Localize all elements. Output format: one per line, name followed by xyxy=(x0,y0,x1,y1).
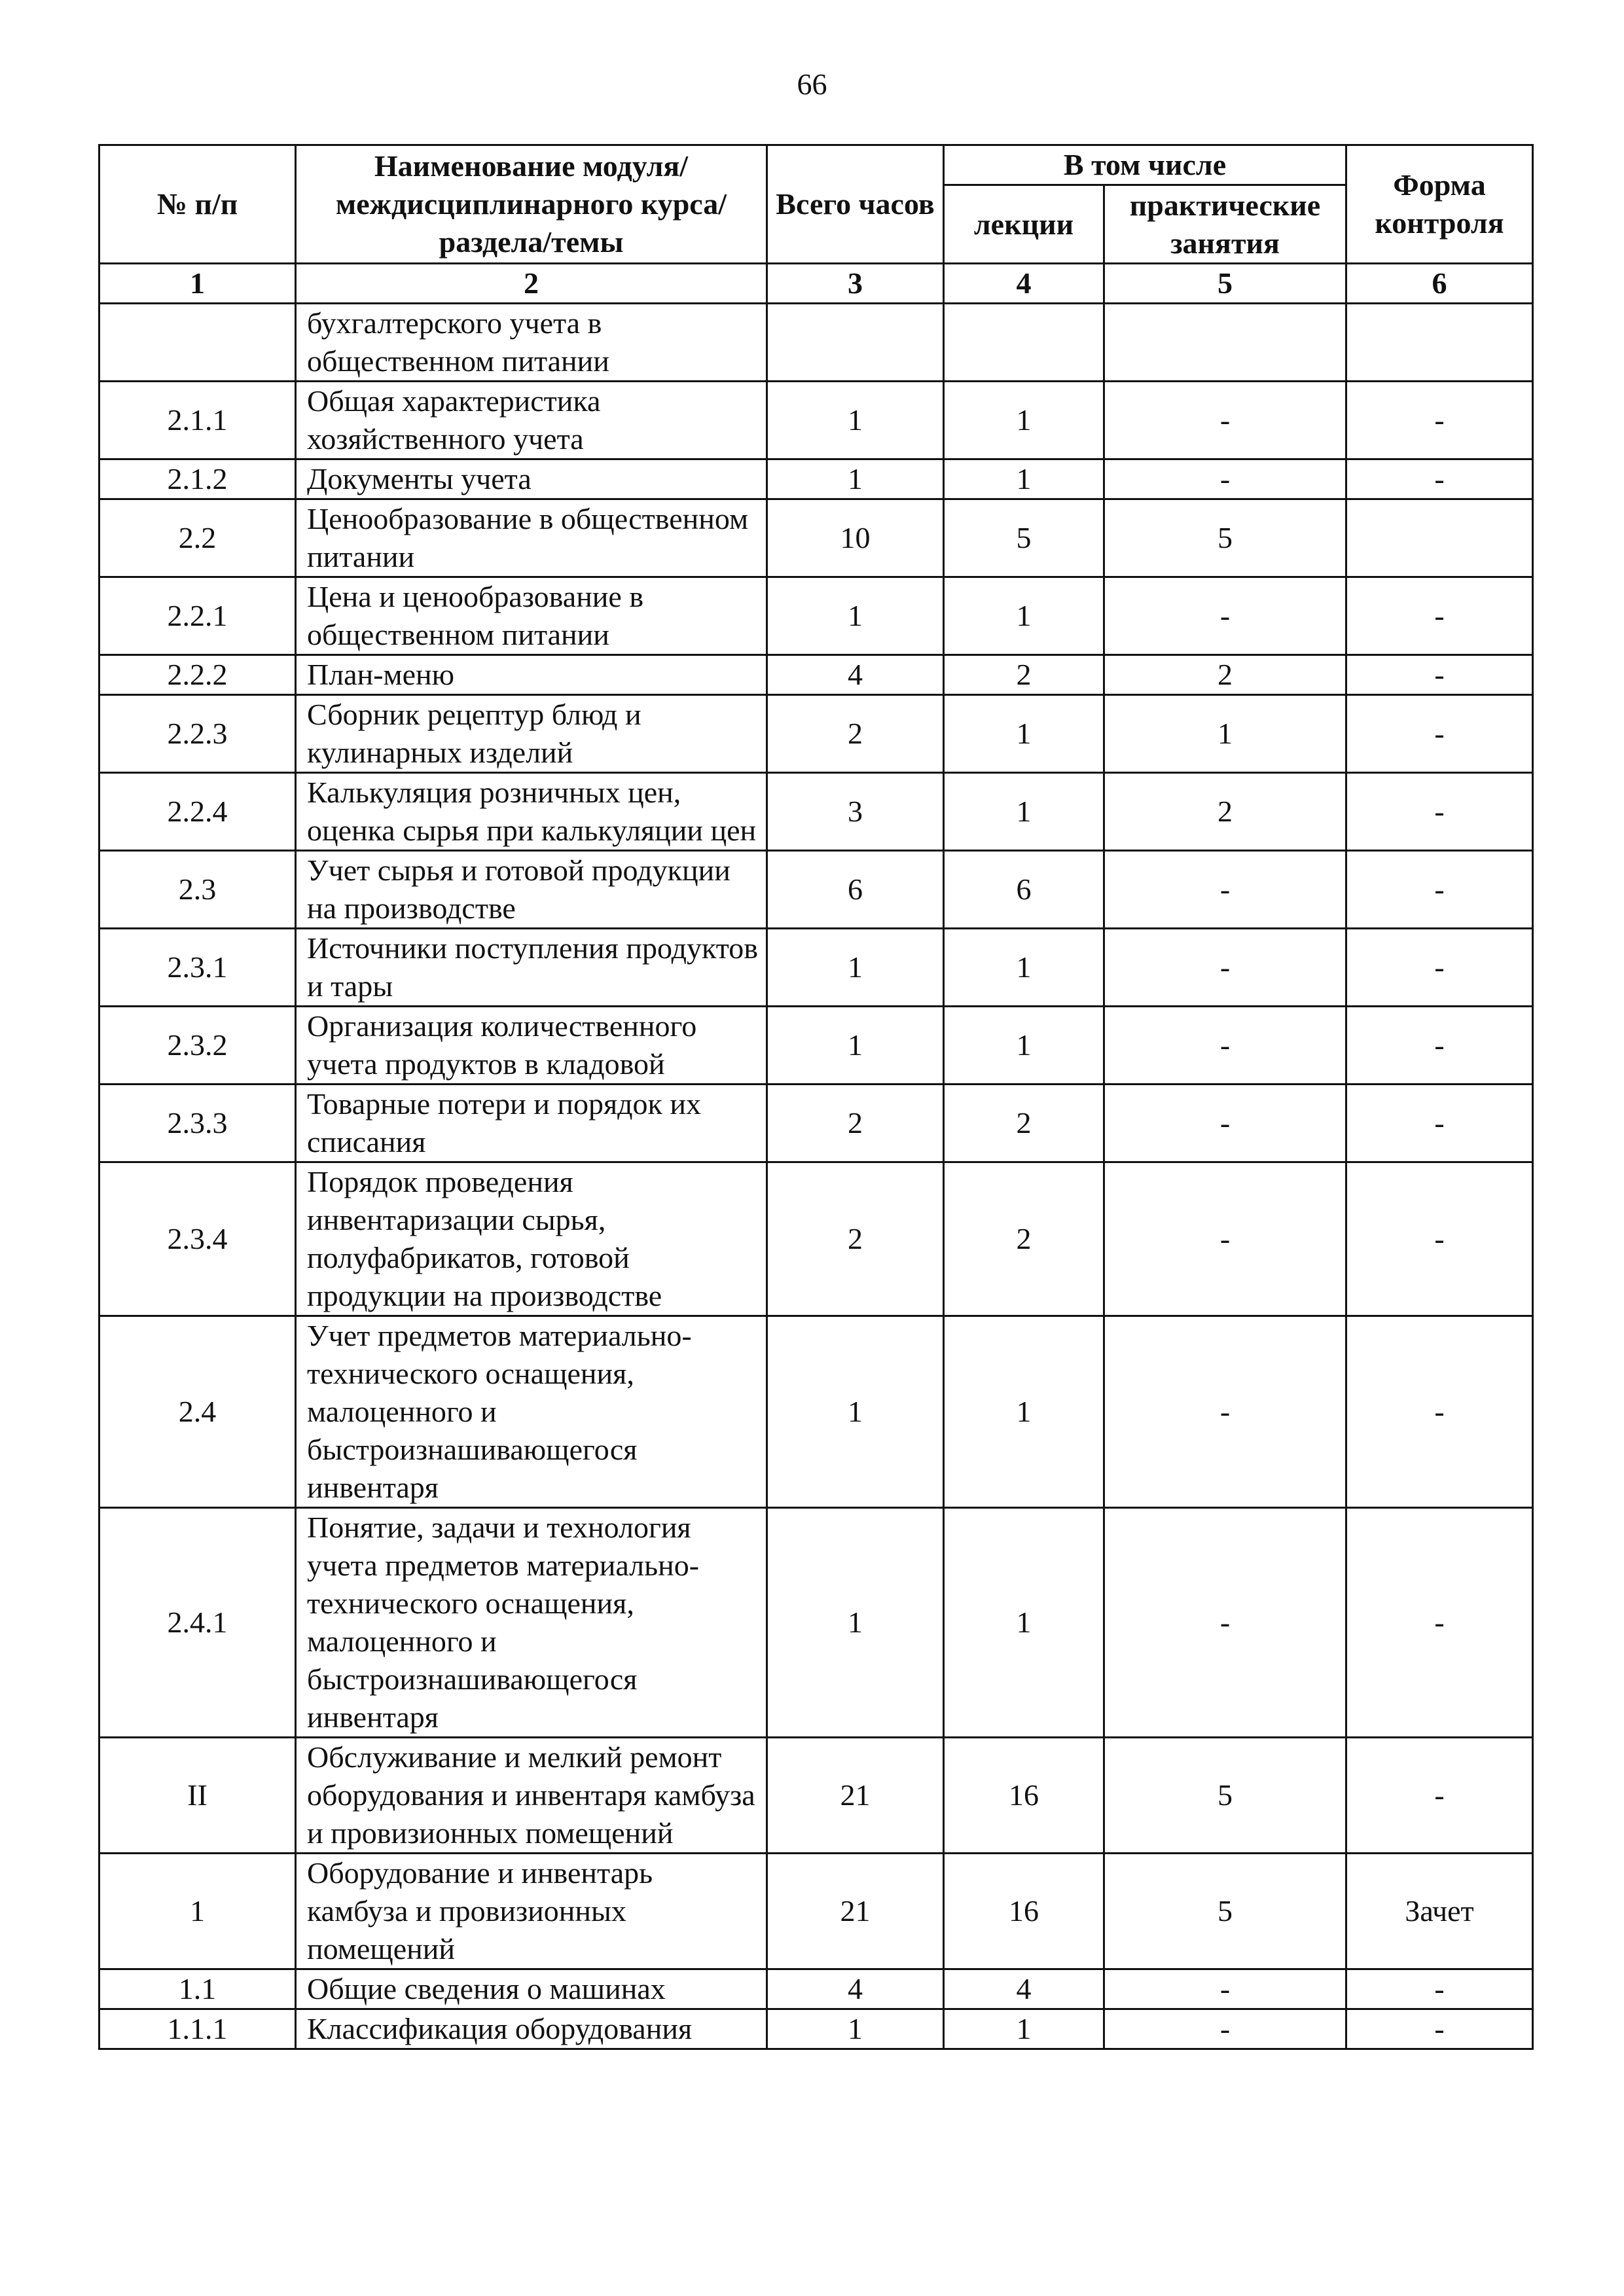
cell-num: 2.4.1 xyxy=(99,1508,296,1738)
table-row xyxy=(99,695,1533,773)
cell-num: 2.2.1 xyxy=(99,577,296,655)
cell-lectures: 16 xyxy=(944,1854,1104,1969)
cell-num: 1.1 xyxy=(99,1969,296,2009)
cell-total: 1 xyxy=(767,382,944,459)
cell-practical: - xyxy=(1104,1162,1346,1316)
cell-lectures: 2 xyxy=(944,1085,1104,1162)
table-row xyxy=(99,1007,1533,1085)
cell-control: - xyxy=(1346,851,1533,929)
cell-name: Общая характеристика хозяйственного учета xyxy=(296,382,767,459)
cell-practical: - xyxy=(1104,2009,1346,2049)
cell-lectures: 16 xyxy=(944,1738,1104,1854)
column-number: 3 xyxy=(767,264,944,304)
cell-practical: - xyxy=(1104,1316,1346,1508)
table-row xyxy=(99,929,1533,1007)
header-lectures: лекции xyxy=(944,185,1104,264)
cell-control: - xyxy=(1346,1162,1533,1316)
cell-control: - xyxy=(1346,695,1533,773)
cell-lectures: 1 xyxy=(944,459,1104,499)
header-control: Форма контроля xyxy=(1346,145,1533,264)
cell-practical: 5 xyxy=(1104,1738,1346,1854)
cell-name: бухгалтерского учета в общественном питании xyxy=(296,304,767,382)
cell-control: - xyxy=(1346,2009,1533,2049)
cell-name: Учет предметов материально-технического оснащения, малоценного и быстроизнашивающегося инвентаря xyxy=(296,1316,767,1508)
cell-practical: 2 xyxy=(1104,773,1346,851)
cell-practical: - xyxy=(1104,1085,1346,1162)
cell-name: План-меню xyxy=(296,655,767,695)
cell-total xyxy=(767,304,944,382)
cell-practical: - xyxy=(1104,382,1346,459)
cell-name: Оборудование и инвентарь камбуза и провизионных помещений xyxy=(296,1854,767,1969)
cell-num: 1 xyxy=(99,1854,296,1969)
table-row xyxy=(99,382,1533,459)
column-numbers-row xyxy=(99,264,1533,304)
cell-lectures: 1 xyxy=(944,382,1104,459)
cell-num: 2.3.2 xyxy=(99,1007,296,1085)
cell-control: - xyxy=(1346,1508,1533,1738)
cell-total: 3 xyxy=(767,773,944,851)
cell-name: Цена и ценообразование в общественном питании xyxy=(296,577,767,655)
cell-num: 2.3.4 xyxy=(99,1162,296,1316)
cell-lectures: 1 xyxy=(944,773,1104,851)
cell-num xyxy=(99,304,296,382)
table-row xyxy=(99,2009,1533,2049)
table-body xyxy=(99,304,1533,2049)
cell-lectures: 5 xyxy=(944,499,1104,577)
cell-practical: 5 xyxy=(1104,1854,1346,1969)
table-row xyxy=(99,1969,1533,2009)
cell-num: 2.2.3 xyxy=(99,695,296,773)
cell-lectures: 1 xyxy=(944,577,1104,655)
cell-total: 1 xyxy=(767,1508,944,1738)
cell-num: 2.2 xyxy=(99,499,296,577)
cell-name: Понятие, задачи и технология учета предметов материально-технического оснащения, малоценного и быстроизнашивающегося инвентаря xyxy=(296,1508,767,1738)
cell-name: Порядок проведения инвентаризации сырья, полуфабрикатов, готовой продукции на производстве xyxy=(296,1162,767,1316)
table-row xyxy=(99,1316,1533,1508)
cell-name: Обслуживание и мелкий ремонт оборудования и инвентаря камбуза и провизионных помещений xyxy=(296,1738,767,1854)
cell-practical: - xyxy=(1104,1508,1346,1738)
cell-name: Ценообразование в общественном питании xyxy=(296,499,767,577)
cell-practical xyxy=(1104,304,1346,382)
cell-lectures: 1 xyxy=(944,1316,1104,1508)
header-practical: практические занятия xyxy=(1104,185,1346,264)
cell-total: 6 xyxy=(767,851,944,929)
header-including: В том числе xyxy=(944,145,1346,185)
cell-control: Зачет xyxy=(1346,1854,1533,1969)
cell-name: Источники поступления продуктов и тары xyxy=(296,929,767,1007)
column-number: 6 xyxy=(1346,264,1533,304)
cell-control: - xyxy=(1346,1085,1533,1162)
cell-control: - xyxy=(1346,1738,1533,1854)
cell-name: Общие сведения о машинах xyxy=(296,1969,767,2009)
cell-total: 1 xyxy=(767,1007,944,1085)
table-row xyxy=(99,1508,1533,1738)
cell-num: 2.1.1 xyxy=(99,382,296,459)
table-row xyxy=(99,304,1533,382)
table-row xyxy=(99,655,1533,695)
cell-lectures: 4 xyxy=(944,1969,1104,2009)
cell-practical: - xyxy=(1104,851,1346,929)
table-row xyxy=(99,1854,1533,1969)
cell-num: 1.1.1 xyxy=(99,2009,296,2049)
cell-total: 1 xyxy=(767,929,944,1007)
cell-num: 2.3.1 xyxy=(99,929,296,1007)
cell-total: 10 xyxy=(767,499,944,577)
header-num: № п/п xyxy=(99,145,296,264)
cell-num: 2.3 xyxy=(99,851,296,929)
cell-name: Товарные потери и порядок их списания xyxy=(296,1085,767,1162)
cell-lectures: 1 xyxy=(944,695,1104,773)
cell-control: - xyxy=(1346,1316,1533,1508)
curriculum-table xyxy=(98,144,1534,2050)
cell-name: Учет сырья и готовой продукции на производстве xyxy=(296,851,767,929)
cell-total: 1 xyxy=(767,459,944,499)
table-row xyxy=(99,577,1533,655)
cell-practical: 2 xyxy=(1104,655,1346,695)
cell-total: 4 xyxy=(767,655,944,695)
cell-total: 21 xyxy=(767,1854,944,1969)
cell-lectures: 1 xyxy=(944,1007,1104,1085)
table-row xyxy=(99,1738,1533,1854)
table-row xyxy=(99,851,1533,929)
cell-practical: - xyxy=(1104,1007,1346,1085)
table-row xyxy=(99,499,1533,577)
column-number: 4 xyxy=(944,264,1104,304)
cell-name: Сборник рецептур блюд и кулинарных изделий xyxy=(296,695,767,773)
cell-control xyxy=(1346,304,1533,382)
column-number: 1 xyxy=(99,264,296,304)
cell-practical: - xyxy=(1104,929,1346,1007)
cell-num: 2.2.4 xyxy=(99,773,296,851)
header-name: Наименование модуля/междисциплинарного курса/раздела/темы xyxy=(296,145,767,264)
page-number: 66 xyxy=(797,67,827,101)
cell-lectures: 2 xyxy=(944,655,1104,695)
cell-control: - xyxy=(1346,773,1533,851)
cell-control: - xyxy=(1346,1007,1533,1085)
cell-name: Документы учета xyxy=(296,459,767,499)
cell-control: - xyxy=(1346,577,1533,655)
cell-num: 2.2.2 xyxy=(99,655,296,695)
table-row xyxy=(99,1085,1533,1162)
cell-total: 1 xyxy=(767,2009,944,2049)
cell-practical: - xyxy=(1104,1969,1346,2009)
cell-lectures xyxy=(944,304,1104,382)
cell-practical: - xyxy=(1104,577,1346,655)
cell-control: - xyxy=(1346,382,1533,459)
cell-num: II xyxy=(99,1738,296,1854)
table-row xyxy=(99,773,1533,851)
cell-lectures: 1 xyxy=(944,2009,1104,2049)
cell-num: 2.1.2 xyxy=(99,459,296,499)
cell-total: 2 xyxy=(767,1085,944,1162)
cell-name: Калькуляция розничных цен, оценка сырья при калькуляции цен xyxy=(296,773,767,851)
cell-lectures: 1 xyxy=(944,1508,1104,1738)
cell-total: 1 xyxy=(767,577,944,655)
cell-name: Классификация оборудования xyxy=(296,2009,767,2049)
header-total: Всего часов xyxy=(767,145,944,264)
cell-num: 2.3.3 xyxy=(99,1085,296,1162)
cell-practical: 1 xyxy=(1104,695,1346,773)
cell-total: 4 xyxy=(767,1969,944,2009)
column-number: 2 xyxy=(296,264,767,304)
cell-control: - xyxy=(1346,459,1533,499)
cell-practical: - xyxy=(1104,459,1346,499)
cell-total: 2 xyxy=(767,695,944,773)
cell-total: 21 xyxy=(767,1738,944,1854)
cell-control: - xyxy=(1346,655,1533,695)
cell-lectures: 1 xyxy=(944,929,1104,1007)
table-row xyxy=(99,1162,1533,1316)
cell-total: 2 xyxy=(767,1162,944,1316)
cell-lectures: 2 xyxy=(944,1162,1104,1316)
cell-total: 1 xyxy=(767,1316,944,1508)
table-row xyxy=(99,459,1533,499)
column-number: 5 xyxy=(1104,264,1346,304)
cell-name: Организация количественного учета продуктов в кладовой xyxy=(296,1007,767,1085)
cell-control: - xyxy=(1346,929,1533,1007)
cell-control xyxy=(1346,499,1533,577)
cell-lectures: 6 xyxy=(944,851,1104,929)
cell-num: 2.4 xyxy=(99,1316,296,1508)
cell-control: - xyxy=(1346,1969,1533,2009)
cell-practical: 5 xyxy=(1104,499,1346,577)
